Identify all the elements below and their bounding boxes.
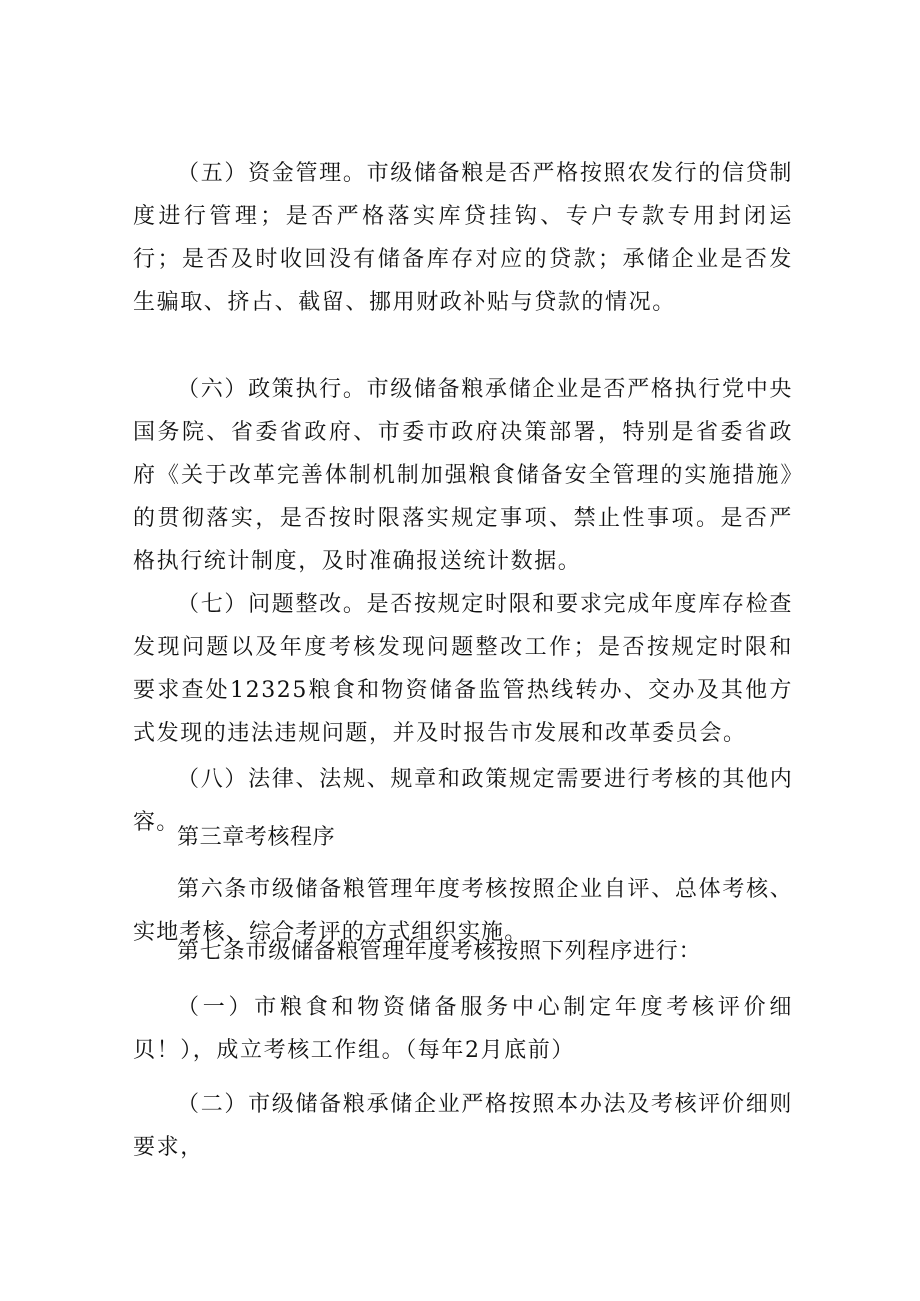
- paragraph-policy-execution: （六）政策执行。市级储备粮承储企业是否严格执行党中央国务院、省委省政府、市委市政府决策部署，特别是省委省政府《关于改革完善体制机制加强粮食储备安全管理的实施措施》的贯彻落实，是否按时限落实规定事项、禁止性事项。是否严格执行统计制度，及时准确报送统计数据。: [133, 377, 793, 574]
- article-seven: 第七条市级储备粮管理年度考核按照下列程序进行：: [177, 939, 702, 964]
- paragraph-problem-rectification: （七）问题整改。是否按规定时限和要求完成年度库存检查发现问题以及年度考核发现问题整改工作；是否按规定时限和要求查处12325粮食和物资储备监管热线转办、交办及其他方式发现的违法违规问题，并及时报告市发展和改革委员会。: [133, 592, 793, 746]
- chapter-heading: 第三章考核程序: [177, 825, 336, 850]
- procedure-item-one: （一）市粮食和物资储备服务中心制定年度考核评价细贝！），成立考核工作组。（每年2月底前）: [133, 995, 793, 1063]
- procedure-item-two: （二）市级储备粮承储企业严格按照本办法及考核评价细则要求，: [133, 1092, 793, 1160]
- paragraph-other-content: （八）法律、法规、规章和政策规定需要进行考核的其他内容。: [133, 767, 793, 835]
- article-six: 第六条市级储备粮管理年度考核按照企业自评、总体考核、实地考核、综合考评的方式组织实施。: [133, 877, 793, 945]
- paragraph-fund-management: （五）资金管理。市级储备粮是否严格按照农发行的信贷制度进行管理；是否严格落实库贷挂钩、专户专款专用封闭运行；是否及时收回没有储备库存对应的贷款；承储企业是否发生骗取、挤占、截留、挪用财政补贴与贷款的情况。: [133, 161, 793, 315]
